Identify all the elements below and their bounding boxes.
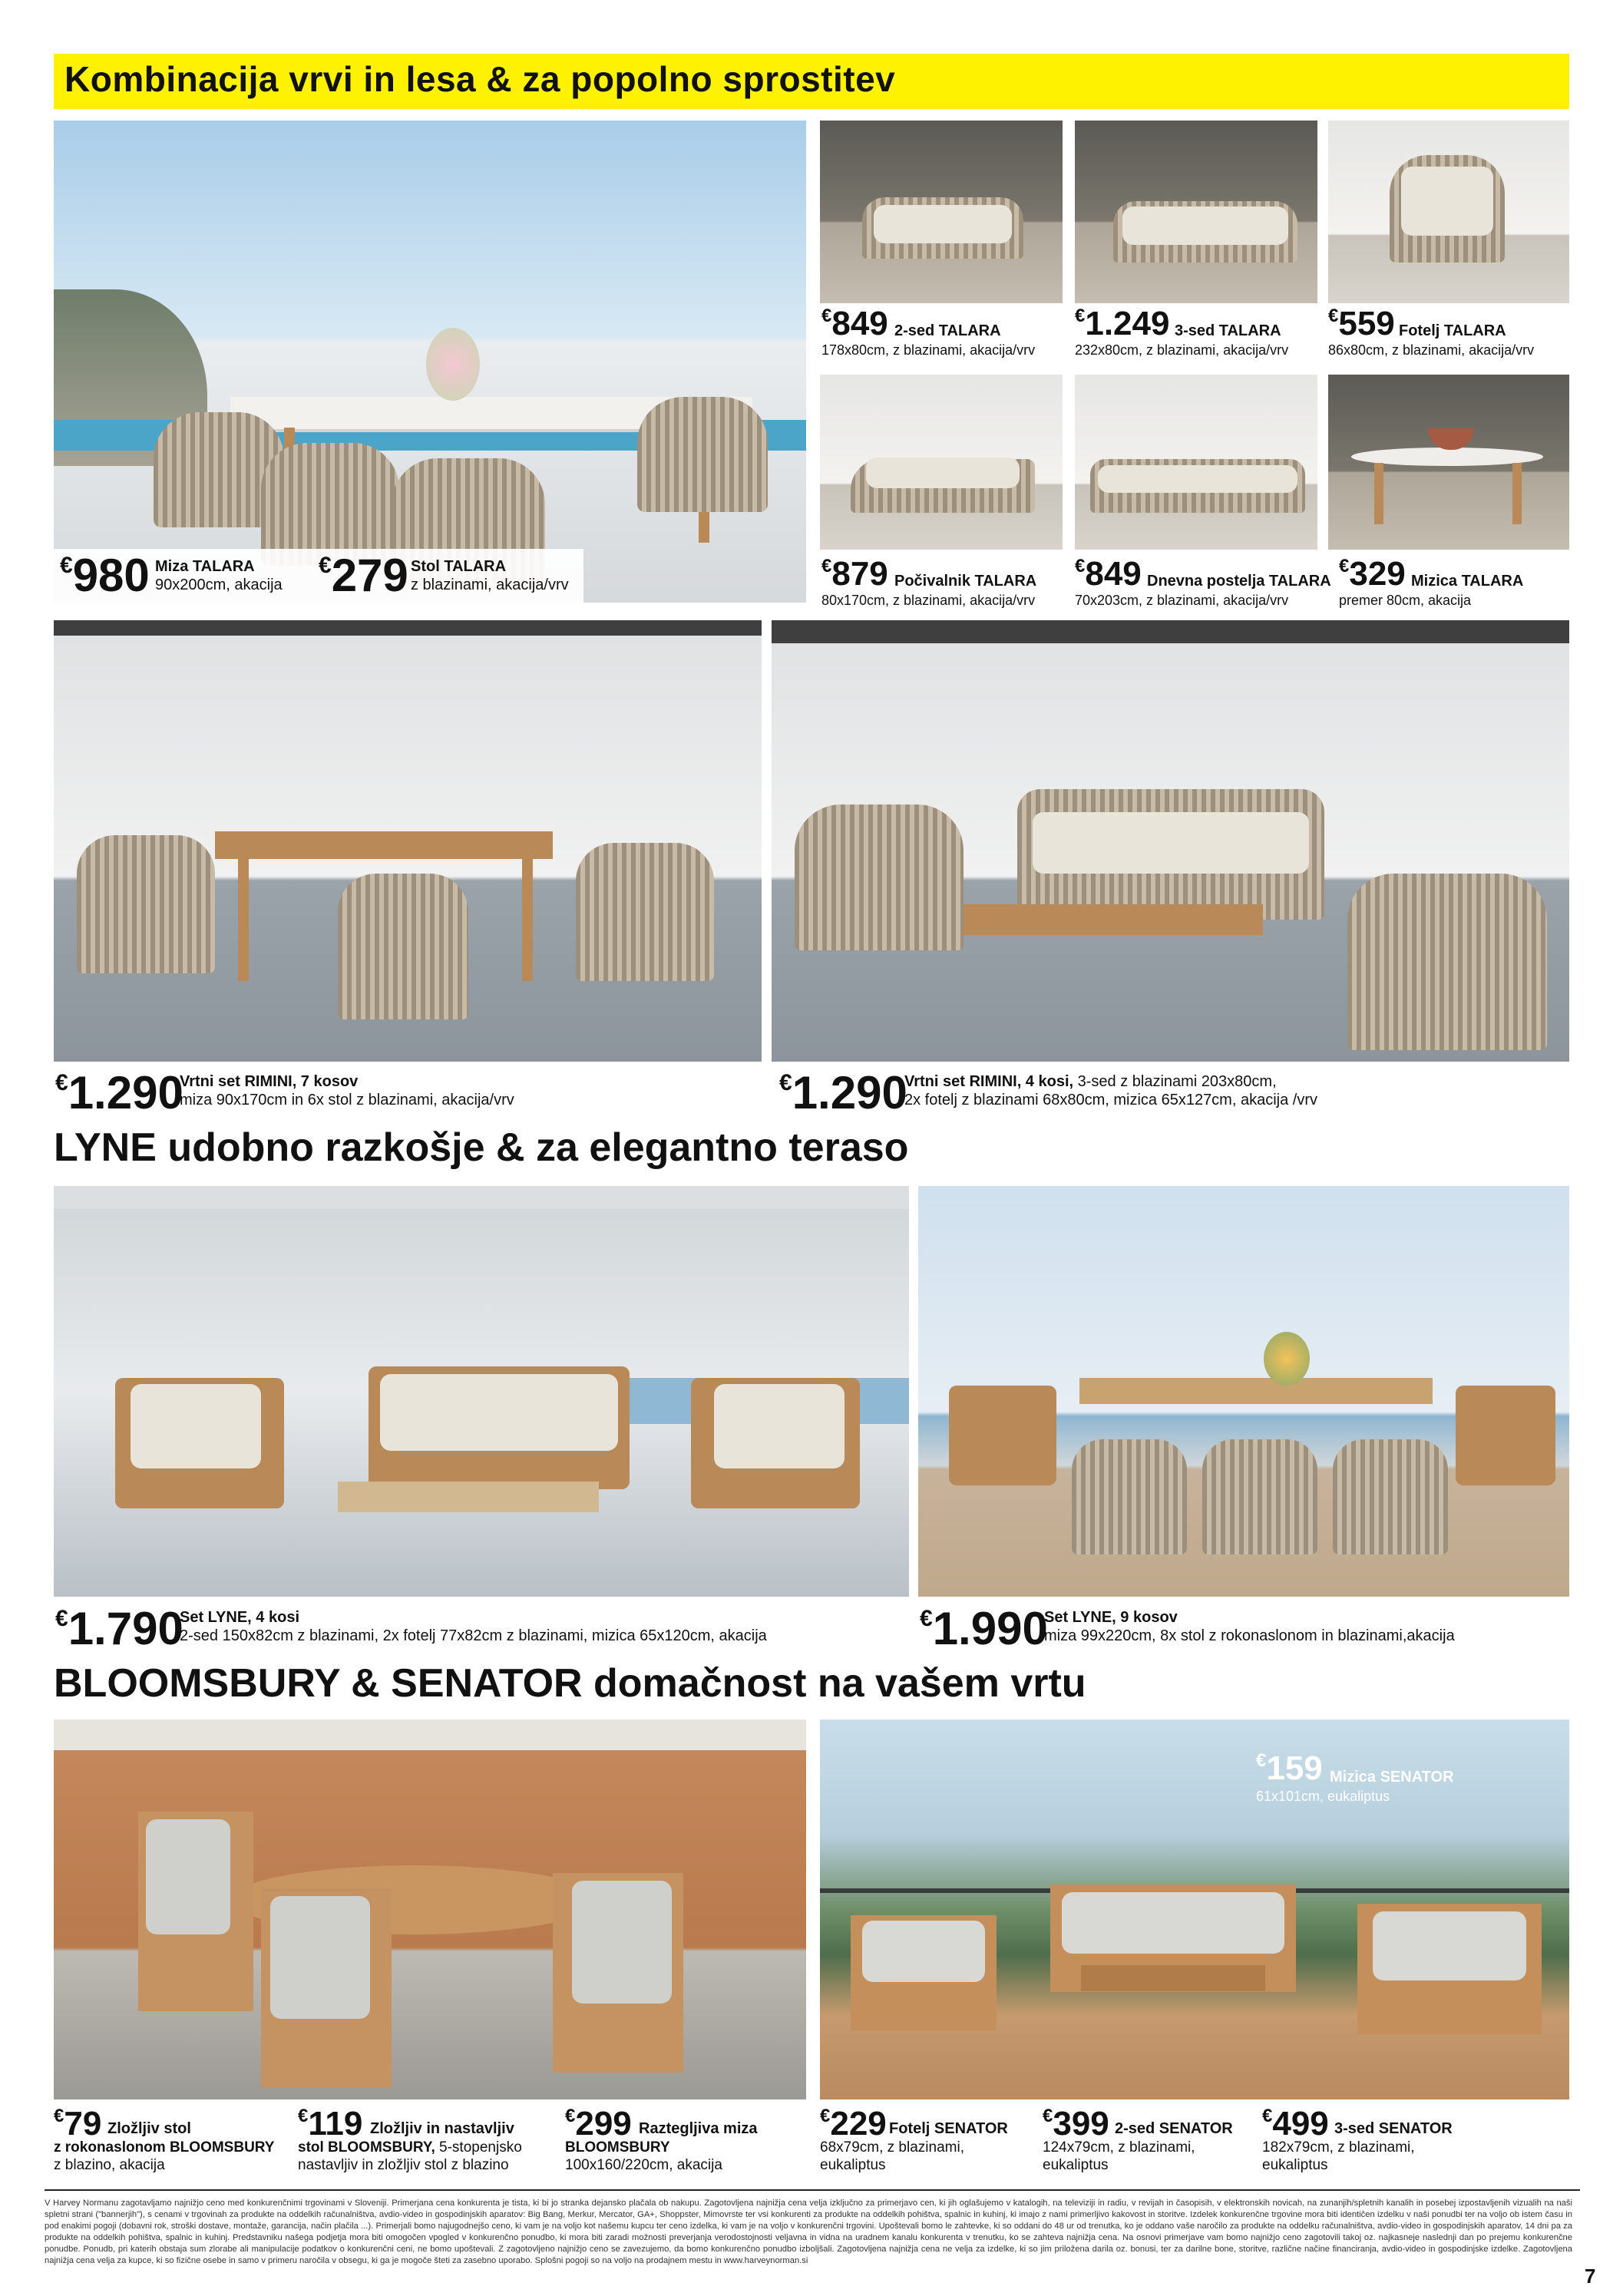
cushion-shape <box>270 1896 370 2019</box>
section-banner <box>54 54 1569 109</box>
price: €1.990 <box>920 1603 1048 1654</box>
hero-photo-talara-dining <box>54 121 806 603</box>
product-desc: eukaliptus <box>820 2157 886 2173</box>
flower-vase-shape <box>426 328 480 401</box>
cushion-shape <box>866 458 1020 488</box>
product-photo-2-sed <box>820 121 1063 303</box>
product-desc: 2-sed 150x82cm z blazinami, 2x fotelj 77x82cm z blazinami, mizica 65x120cm, akacija <box>180 1627 767 1644</box>
product-desc: z blazino, akacija <box>54 2157 165 2173</box>
armchair-shape <box>1347 874 1547 1050</box>
price: €980 <box>60 550 150 601</box>
product-desc: 182x79cm, z blazinami, <box>1262 2139 1415 2156</box>
price: €329 <box>1339 555 1406 593</box>
ceiling-shape <box>54 1720 806 1750</box>
table-top-shape <box>1079 1378 1433 1404</box>
cushion-shape <box>1122 206 1288 245</box>
price: €159 <box>1256 1749 1323 1787</box>
product-name-line2: z rokonaslonom BLOOMSBURY <box>54 2139 275 2156</box>
photo-senator <box>820 1720 1569 2099</box>
table-top-shape <box>215 831 553 859</box>
cushion-shape <box>380 1374 618 1451</box>
product-name: Dnevna postelja TALARA <box>1147 573 1331 590</box>
product-name: 3-sed SENATOR <box>1334 2120 1453 2137</box>
product-desc: 178x80cm, z blazinami, akacija/vrv <box>821 342 1036 358</box>
coffee-table-shape <box>964 904 1263 935</box>
photo-rimini-lounge <box>772 620 1569 1062</box>
product-name: Set LYNE, 9 kosov <box>1044 1609 1178 1626</box>
section-title: BLOOMSBURY & SENATOR domačnost na vašem vrtu <box>54 1661 1086 1706</box>
product-desc: 124x79cm, z blazinami, <box>1043 2139 1195 2156</box>
product-name: Fotelj TALARA <box>1399 322 1506 339</box>
product-name: Počivalnik TALARA <box>894 573 1037 590</box>
product-desc: 90x200cm, akacija <box>155 576 283 593</box>
product-name: Set LYNE, 4 kosi <box>180 1609 299 1626</box>
table-leg <box>522 858 533 981</box>
chair-shape <box>261 443 399 566</box>
product-desc: 100x160/220cm, akacija <box>565 2157 722 2173</box>
product-desc: 80x170cm, z blazinami, akacija/vrv <box>821 593 1036 608</box>
product-photo-dnevna-postelja <box>1075 375 1317 550</box>
price: €1.249 <box>1075 305 1170 342</box>
product-name: Zložljiv in nastavljiv <box>370 2120 514 2137</box>
product-photo-fotelj <box>1328 121 1569 303</box>
price: €499 <box>1262 2105 1329 2142</box>
product-desc: 86x80cm, z blazinami, akacija/vrv <box>1328 342 1535 358</box>
photo-bloomsbury <box>54 1720 806 2099</box>
cushion-shape <box>862 1921 985 1982</box>
flower-vase-shape <box>1264 1332 1310 1386</box>
product-name: 2-sed TALARA <box>894 322 1001 339</box>
price: €1.290 <box>55 1067 183 1118</box>
photo-lyne-dining <box>918 1186 1569 1597</box>
photo-rimini-dining <box>54 620 762 1062</box>
product-desc: nastavljiv in zložljiv stol z blazino <box>298 2157 509 2173</box>
cushion-shape <box>572 1881 672 2004</box>
product-name: Fotelj SENATOR <box>889 2120 1008 2137</box>
product-name: Zložljiv stol <box>107 2120 191 2137</box>
product-desc: z blazinami, akacija/vrv <box>411 576 569 593</box>
price: €879 <box>821 555 888 593</box>
product-desc: 232x80cm, z blazinami, akacija/vrv <box>1075 342 1289 358</box>
table-leg <box>1512 463 1522 524</box>
product-photo-3-sed <box>1075 121 1317 303</box>
chair-shape <box>576 843 714 981</box>
product-name: Stol TALARA <box>411 558 507 575</box>
cushion-shape <box>1373 1911 1526 1981</box>
legal-text: V Harvey Normanu zagotavljamo najnižjo ceno med konkurenčnimi trgovinami v Sloveniji. Primerjana cena konkurenta je tista, ki bi jo stranka dejansko plačala ob nakupu. Zagotovljena najnižja cena velja izključno za primerjavo cen, ki jih oglašujemo v katalogih, na televiziji in radiu, v revijah in časopisih, v elektronskih novicah, na zunanjih/spletnih kanalih in posebej izpostavljenih vizualih na naši spletni strani ("bannerjih"), s cenami v trgovinah za produkte na oddelkih računalništva, avdio-video in gospodinjskih aparatov: Big Bang, Merkur, Mercator, GA+, Shoppster, Mimovrste ter vsi konkurenti za produkte na oddelkih pohištva, spalnic in kuhinj, ki imajo z nami primerljivo kakovost in storitve. Izdelek konkurenčne trgovine mora biti identičen izdelku v naši ponudbi ter na voljo ob istem času in pod enakimi pogoji (dobavni rok, stroški dostave, montaže, garancija, način plačila ...). Primerjali bomo najugodnejšo ceno, ki vam je na voljo kot našemu kupcu ter ceno izdelka, ki vam je na voljo v konkurenčni trgovini. Upoštevali bomo le zahtevke, ki so oddani do 48 ur od trenutka, ko je oddano vaše naročilo za produkte na oddelku računalništva, avdio-video in gospodinjskih aparatov, 14 dni pa za produkte na oddelkih pohištva, spalnic in kuhinj. Predstavniku našega podjetja mora biti omogočen vpogled v konkurenčno ponudbo, ki mora biti zaradi možnosti preverjanja verodostojnosti veljavna in vidna na uradnem kanalu konkurenta v trenutku, ko se zahteva najnižja cena. Na osnovi primerjave vam bomo najnižjo ceno zagotovili takoj oz. najkasneje naslednji dan po prejemu konkurenčne ponudbe. Ponudb, pri katerih obstaja sum zlorabe ali manipulacije podatkov o konkurenčni ceni, ne bomo upoštevali. Z zagotovljeno najnižjo ceno se zavezujemo, da bomo konkurenčno ponudbo izboljšali. Zagotovljena najnižja cena ne velja za izdelke, ki so jim priložena darila oz. bonusi, ter za darilne bone, storitve, različne načine financiranja, avdio-video in gospodinjske izdelke. Zagotovljena najnižja cena velja za kupce, ki so fizične osebe in samo v primeru naročila v obsegu, ki ga je mogoče šteti za zasebno uporabo. Splošni pogoji so na voljo na prodajnem mestu in www.harveynorman.si <box>45 2199 1572 2265</box>
product-name: Mizica TALARA <box>1411 573 1524 590</box>
product-desc: 70x203cm, z blazinami, akacija/vrv <box>1075 593 1289 608</box>
armchair-shape <box>1456 1386 1555 1485</box>
price: €299 <box>565 2105 632 2142</box>
price: €399 <box>1043 2105 1109 2142</box>
armchair-shape <box>949 1386 1056 1485</box>
bowl-shape <box>1428 428 1474 450</box>
table-leg <box>238 858 249 981</box>
price: €229 <box>820 2105 887 2142</box>
product-desc: 61x101cm, eukaliptus <box>1256 1789 1390 1804</box>
divider <box>45 2189 1580 2191</box>
armchair-shape <box>795 804 964 950</box>
chair-shape <box>1333 1439 1448 1554</box>
price: €1.790 <box>55 1603 183 1654</box>
section-title: Kombinacija vrvi in lesa & za popolno sprostitev <box>64 59 896 99</box>
chair-shape <box>77 835 215 973</box>
pergola-shape <box>54 620 762 636</box>
product-desc: eukaliptus <box>1262 2157 1328 2173</box>
product-name: Vrtni set RIMINI, 7 kosov <box>180 1073 359 1090</box>
cushion-shape <box>1062 1892 1284 1954</box>
product-name: Raztegljiva miza <box>639 2120 758 2137</box>
chair-shape <box>1202 1439 1317 1554</box>
pergola-shape <box>772 620 1569 643</box>
cushion-shape <box>714 1384 845 1468</box>
product-desc: miza 90x170cm in 6x stol z blazinami, akacija/vrv <box>180 1092 514 1108</box>
product-name: Miza TALARA <box>155 558 255 575</box>
price: €119 <box>298 2105 363 2142</box>
product-desc: 2x fotelj z blazinami 68x80cm, mizica 65x127cm, akacija /vrv <box>904 1092 1317 1108</box>
page-number: 7 <box>1585 2265 1596 2288</box>
photo-lyne-lounge <box>54 1186 909 1597</box>
cushion-shape <box>874 205 1012 243</box>
coffee-table-shape <box>338 1482 599 1512</box>
chair-shape <box>1072 1439 1187 1554</box>
product-name: 2-sed SENATOR <box>1115 2120 1233 2137</box>
price: €849 <box>821 305 888 342</box>
cushion-shape <box>1033 812 1309 874</box>
price: €559 <box>1328 305 1395 342</box>
cushion-shape <box>1401 167 1493 236</box>
cushion-shape <box>1098 465 1297 493</box>
ceiling-shape <box>54 1186 909 1209</box>
chair-shape <box>637 397 768 512</box>
cushion-shape <box>131 1384 261 1468</box>
product-desc: miza 99x220cm, 8x stol z rokonaslonom in blazinami,akacija <box>1044 1627 1455 1644</box>
product-desc: eukaliptus <box>1043 2157 1109 2173</box>
price: €279 <box>319 550 408 601</box>
product-desc: premer 80cm, akacija <box>1339 593 1472 608</box>
table-leg <box>1374 463 1383 524</box>
product-name: Mizica SENATOR <box>1330 1769 1454 1786</box>
product-name-line2: stol BLOOMSBURY, 5-stopenjsko <box>298 2139 522 2156</box>
section-title: LYNE udobno razkošje & za elegantno teraso <box>54 1125 909 1170</box>
cushion-shape <box>146 1819 230 1934</box>
product-photo-mizica <box>1328 375 1569 550</box>
coffee-table-shape <box>1081 1965 1265 1991</box>
product-desc: 68x79cm, z blazinami, <box>820 2139 964 2156</box>
chair-shape <box>338 874 468 1019</box>
product-name-line2: BLOOMSBURY <box>565 2139 670 2156</box>
product-desc-line1: Vrtni set RIMINI, 4 kosi, 3-sed z blazinami 203x80cm, <box>904 1073 1277 1090</box>
product-photo-pocivalnik <box>820 375 1063 550</box>
price: €79 <box>54 2105 102 2142</box>
price: €849 <box>1075 555 1142 593</box>
product-name: 3-sed TALARA <box>1175 322 1281 339</box>
price: €1.290 <box>779 1067 907 1118</box>
product-name: Vrtni set RIMINI, 4 kosi, <box>904 1073 1074 1090</box>
